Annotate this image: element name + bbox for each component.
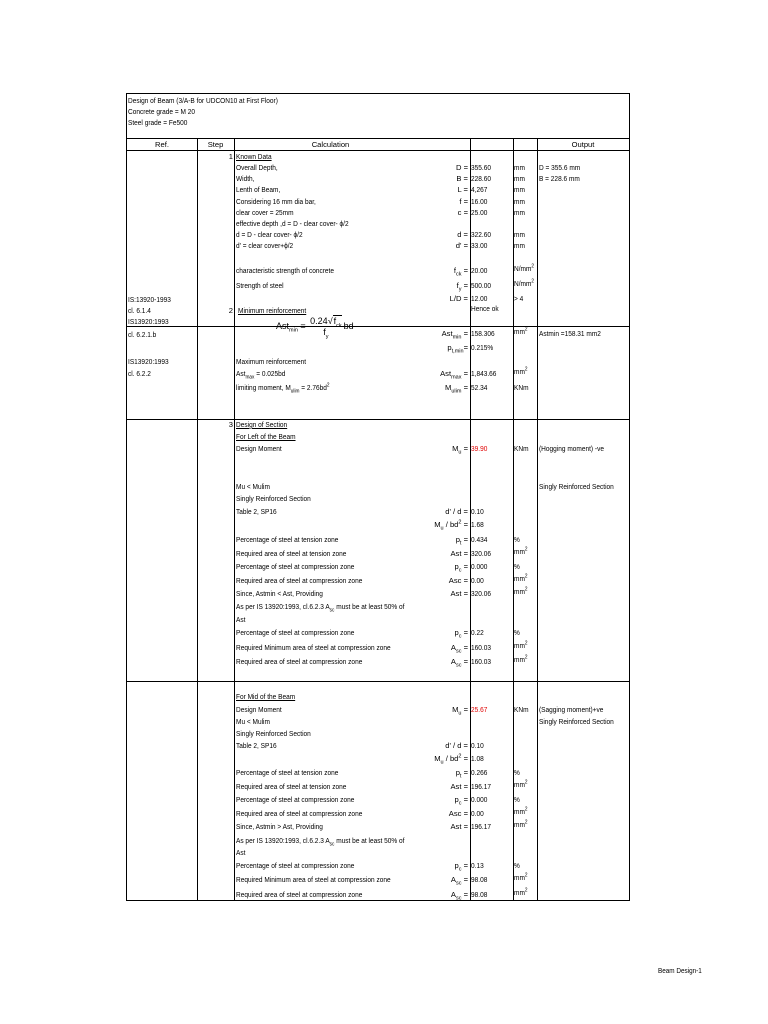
hence-ok: Hence ok — [471, 304, 499, 313]
row-unit: $mm^2$ — [514, 872, 528, 882]
reference-cl-622: cl. 6.2.2 — [128, 369, 151, 378]
d-ratio-symbol: d' / d = — [445, 507, 468, 516]
effective-depth-label: effective depth ,d = D - clear cover- ϕ/2 — [236, 219, 349, 228]
mu-comparison: Mu < Mulim — [236, 717, 270, 726]
mulim-unit: KNm — [514, 383, 529, 392]
d-label: d = D - clear cover- ϕ/2 — [236, 230, 303, 239]
row-unit: $mm^2$ — [514, 546, 528, 556]
column-header-step: Step — [207, 140, 224, 149]
d-prime-label: d' = clear cover+ϕ/2 — [236, 241, 294, 250]
row-symbol: $p_c$ = — [454, 562, 468, 574]
row-value: 0.000 — [471, 795, 488, 804]
d-ratio-value: 0.10 — [471, 741, 484, 750]
row-value: 98.08 — [471, 875, 488, 884]
step-number: 1 — [228, 152, 233, 161]
row-label: Since, Astmin < Ast, Providing — [236, 589, 323, 598]
row-label: Required area of steel at compression zone — [236, 890, 363, 899]
fy-value: 500.00 — [471, 281, 491, 290]
row-unit: % — [514, 535, 520, 544]
known-data-value: 355.60 — [471, 163, 491, 172]
d-symbol: d = — [457, 230, 468, 239]
steel-grade: Steel grade = Fe500 — [128, 118, 188, 127]
fy-symbol: $f_y$ = — [456, 281, 468, 293]
row-label: Percentage of steel at compression zone — [236, 628, 355, 637]
row-label: Percentage of steel at tension zone — [236, 768, 339, 777]
mu-bd2-value: 1.68 — [471, 520, 484, 529]
ast-max-symbol: Ast$_{max}$ = — [440, 369, 468, 381]
ast-min-unit: $mm^2$ — [514, 326, 528, 336]
known-data-unit: mm — [514, 185, 525, 194]
row-label: Required Minimum area of steel at compression zone — [236, 643, 391, 652]
row-symbol: Ast = — [450, 782, 468, 791]
row-unit: $mm^2$ — [514, 640, 528, 650]
row-label: Required area of steel at compression zone — [236, 657, 363, 666]
mid-beam-heading: For Mid of the Beam — [236, 692, 296, 701]
asc-note-continued: Ast — [236, 615, 246, 624]
page-footer: Beam Design-1 — [658, 966, 702, 975]
row-value: 320.06 — [471, 589, 491, 598]
table-reference: Table 2, SP16 — [236, 507, 277, 516]
column-header-output: Output — [571, 140, 595, 149]
reference-is13920-a: IS:13920-1993 — [128, 295, 171, 304]
mu-output: (Hogging moment) -ve — [539, 444, 604, 453]
row-unit: $mm^2$ — [514, 806, 528, 816]
mu-symbol: $M_u$ = — [452, 705, 468, 717]
singly-reinforced-output: Singly Reinforced Section — [539, 482, 614, 491]
section-heading: Known Data — [236, 152, 272, 161]
known-data-symbol: D = — [455, 163, 468, 172]
mu-comparison: Mu < Mulim — [236, 482, 270, 491]
row-unit: $mm^2$ — [514, 573, 528, 583]
row-label: Percentage of steel at compression zone — [236, 562, 355, 571]
row-symbol: $A_{sc}$ = — [450, 643, 468, 655]
row-label: Percentage of steel at compression zone — [236, 795, 355, 804]
section3-divider — [127, 681, 629, 682]
known-data-output: D = 355.6 mm — [539, 163, 581, 172]
known-data-value: 228.60 — [471, 174, 491, 183]
row-value: 0.000 — [471, 562, 488, 571]
row-label: Percentage of steel at compression zone — [236, 861, 355, 870]
section1-divider — [127, 326, 629, 327]
row-unit: $mm^2$ — [514, 887, 528, 897]
mu-bd2-symbol: $M_u / bd^2$ = — [434, 753, 468, 766]
pt-min-symbol: $p_{t,min}=$ — [447, 343, 468, 355]
row-label: Required area of steel at tension zone — [236, 549, 347, 558]
mulim-value: 52.34 — [471, 383, 488, 392]
known-data-label: Width, — [236, 174, 255, 183]
row-label: Percentage of steel at tension zone — [236, 535, 339, 544]
mu-bd2-value: 1.08 — [471, 754, 484, 763]
row-unit: % — [514, 768, 520, 777]
reference-cl-621b: cl. 6.2.1.b — [128, 330, 157, 339]
mu-symbol: $M_u$ = — [452, 444, 468, 456]
known-data-value: 25.00 — [471, 208, 488, 217]
concrete-grade: Concrete grade = M 20 — [128, 107, 195, 116]
design-section-heading: Design of Section — [236, 420, 288, 429]
fy-label: Strength of steel — [236, 281, 284, 290]
row-symbol: $p_t$ = — [455, 768, 468, 780]
ast-min-value: 158.306 — [471, 329, 495, 338]
col-divider-output — [537, 138, 538, 900]
row-value: 0.13 — [471, 861, 484, 870]
table-reference: Table 2, SP16 — [236, 741, 277, 750]
fck-symbol: $f_{ck}$ = — [453, 266, 468, 278]
known-data-unit: mm — [514, 174, 525, 183]
row-label: Required area of steel at compression zone — [236, 576, 363, 585]
ast-min-output: Astmin =158.31 mm2 — [539, 329, 601, 338]
fck-unit: $N/mm^2$ — [514, 263, 535, 273]
row-unit: % — [514, 861, 520, 870]
design-moment-label: Design Moment — [236, 444, 282, 453]
row-label: Required area of steel at compression zone — [236, 809, 363, 818]
asc-note-continued: Ast — [236, 848, 246, 857]
mulim-label: limiting moment, $M_{ulim} = 2.76bd^2$ — [236, 382, 330, 395]
d-unit: mm — [514, 230, 525, 239]
step-number: 2 — [228, 306, 233, 315]
row-unit: $mm^2$ — [514, 819, 528, 829]
column-header-calculation: Calculation — [311, 140, 350, 149]
d-ratio-symbol: d' / d = — [445, 741, 468, 750]
d-prime-value: 33.00 — [471, 241, 488, 250]
ld-value: 12.00 — [471, 294, 488, 303]
known-data-label: Considering 16 mm dia bar, — [236, 197, 316, 206]
known-data-unit: mm — [514, 208, 525, 217]
d-prime-symbol: d' = — [455, 241, 468, 250]
row-symbol: Ast = — [450, 589, 468, 598]
row-symbol: $A_{sc}$ = — [450, 657, 468, 669]
asc-note: As per IS 13920:1993, cl.6.2.3 $A_{sc}$ must be at least 50% of — [236, 836, 405, 848]
row-value: 0.00 — [471, 576, 484, 585]
row-symbol: Ast = — [450, 822, 468, 831]
known-data-unit: mm — [514, 163, 525, 172]
known-data-value: 4,267 — [471, 185, 488, 194]
step-number: 3 — [228, 420, 233, 429]
mu-unit: KNm — [514, 705, 529, 714]
asc-note: As per IS 13920:1993, cl.6.2.3 $A_{sc}$ must be at least 50% of — [236, 602, 405, 614]
row-symbol: $A_{sc}$ = — [450, 890, 468, 902]
row-symbol: $p_c$ = — [454, 795, 468, 807]
row-unit: % — [514, 795, 520, 804]
singly-reinforced-label: Singly Reinforced Section — [236, 494, 311, 503]
row-label: Required Minimum area of steel at compression zone — [236, 875, 391, 884]
ast-min-symbol: Ast$_{min}$ = — [441, 329, 468, 341]
mu-bd2-symbol: $M_u / bd^2$ = — [434, 519, 468, 532]
row-value: 196.17 — [471, 782, 491, 791]
singly-reinforced-label: Singly Reinforced Section — [236, 729, 311, 738]
fck-label: characteristic strength of concrete — [236, 266, 335, 275]
row-value: 196.17 — [471, 822, 491, 831]
max-reinforcement-heading: Maximum reinforcement — [236, 357, 307, 366]
known-data-symbol: B = — [456, 174, 468, 183]
row-symbol: $p_c$ = — [454, 861, 468, 873]
column-header-ref: Ref. — [155, 140, 169, 149]
ast-min-formula: Ast$_{min}$ = $\frac{0.24√f_{ck}}{f_y}$ bd — [276, 316, 354, 340]
design-moment-label: Design Moment — [236, 705, 282, 714]
row-symbol: $p_c$ = — [454, 628, 468, 640]
row-unit: $mm^2$ — [514, 586, 528, 596]
d-value: 322.60 — [471, 230, 491, 239]
row-value: 0.266 — [471, 768, 488, 777]
row-symbol: $p_t$ = — [455, 535, 468, 547]
row-unit: $mm^2$ — [514, 654, 528, 664]
reference-cl-614: cl. 6.1.4 — [128, 306, 151, 315]
left-beam-heading: For Left of the Beam — [236, 432, 296, 441]
mulim-symbol: $M_{ulim}$ = — [445, 383, 468, 395]
known-data-value: 16.00 — [471, 197, 488, 206]
ast-max-label: Ast$_{max}$ = 0.025bd — [236, 369, 286, 381]
row-symbol: Asc = — [448, 576, 468, 585]
known-data-unit: mm — [514, 197, 525, 206]
row-symbol: $A_{sc}$ = — [450, 875, 468, 887]
singly-reinforced-output: Singly Reinforced Section — [539, 717, 614, 726]
row-unit: % — [514, 628, 520, 637]
row-unit: % — [514, 562, 520, 571]
ast-max-value: 1,843.66 — [471, 369, 497, 378]
min-reinforcement-heading: Minimum reinforcement — [238, 306, 307, 315]
known-data-label: Lenth of Beam, — [236, 185, 281, 194]
col-divider-ref — [197, 138, 198, 900]
reference-is13920-b: IS13920:1993 — [128, 317, 169, 326]
pt-min-value: 0.215% — [471, 343, 494, 352]
row-symbol: Ast = — [450, 549, 468, 558]
known-data-symbol: L = — [457, 185, 468, 194]
known-data-label: Overall Depth, — [236, 163, 278, 172]
sheet-title: Design of Beam (3/A-B for UDCON10 at First Floor) — [128, 96, 278, 105]
d-ratio-value: 0.10 — [471, 507, 484, 516]
row-value: 98.08 — [471, 890, 488, 899]
row-symbol: Asc = — [448, 809, 468, 818]
mu-value: 39.90 — [471, 444, 488, 453]
row-unit: $mm^2$ — [514, 779, 528, 789]
column-header-divider — [127, 150, 629, 151]
calculation-sheet — [126, 93, 630, 901]
mu-output: (Sagging moment)+ve — [539, 705, 604, 714]
fy-unit: $N/mm^2$ — [514, 278, 535, 288]
mu-value: 25.67 — [471, 705, 488, 714]
col-divider-step — [234, 138, 235, 900]
known-data-symbol: c = — [457, 208, 468, 217]
row-label: Required area of steel at tension zone — [236, 782, 347, 791]
row-value: 0.22 — [471, 628, 484, 637]
row-value: 0.434 — [471, 535, 488, 544]
fck-value: 20.00 — [471, 266, 488, 275]
row-value: 160.03 — [471, 657, 491, 666]
header-divider — [127, 138, 629, 139]
row-label: Since, Astmin > Ast, Providing — [236, 822, 323, 831]
row-value: 320.06 — [471, 549, 491, 558]
known-data-label: clear cover = 25mm — [236, 208, 294, 217]
row-value: 160.03 — [471, 643, 491, 652]
mu-unit: KNm — [514, 444, 529, 453]
ld-unit: > 4 — [514, 294, 524, 303]
d-prime-unit: mm — [514, 241, 525, 250]
reference-is13920-c: IS13920:1993 — [128, 357, 169, 366]
ld-symbol: L/D = — [449, 294, 468, 303]
known-data-output: B = 228.6 mm — [539, 174, 580, 183]
row-value: 0.00 — [471, 809, 484, 818]
known-data-symbol: f = — [459, 197, 468, 206]
ast-max-unit: $mm^2$ — [514, 366, 528, 376]
